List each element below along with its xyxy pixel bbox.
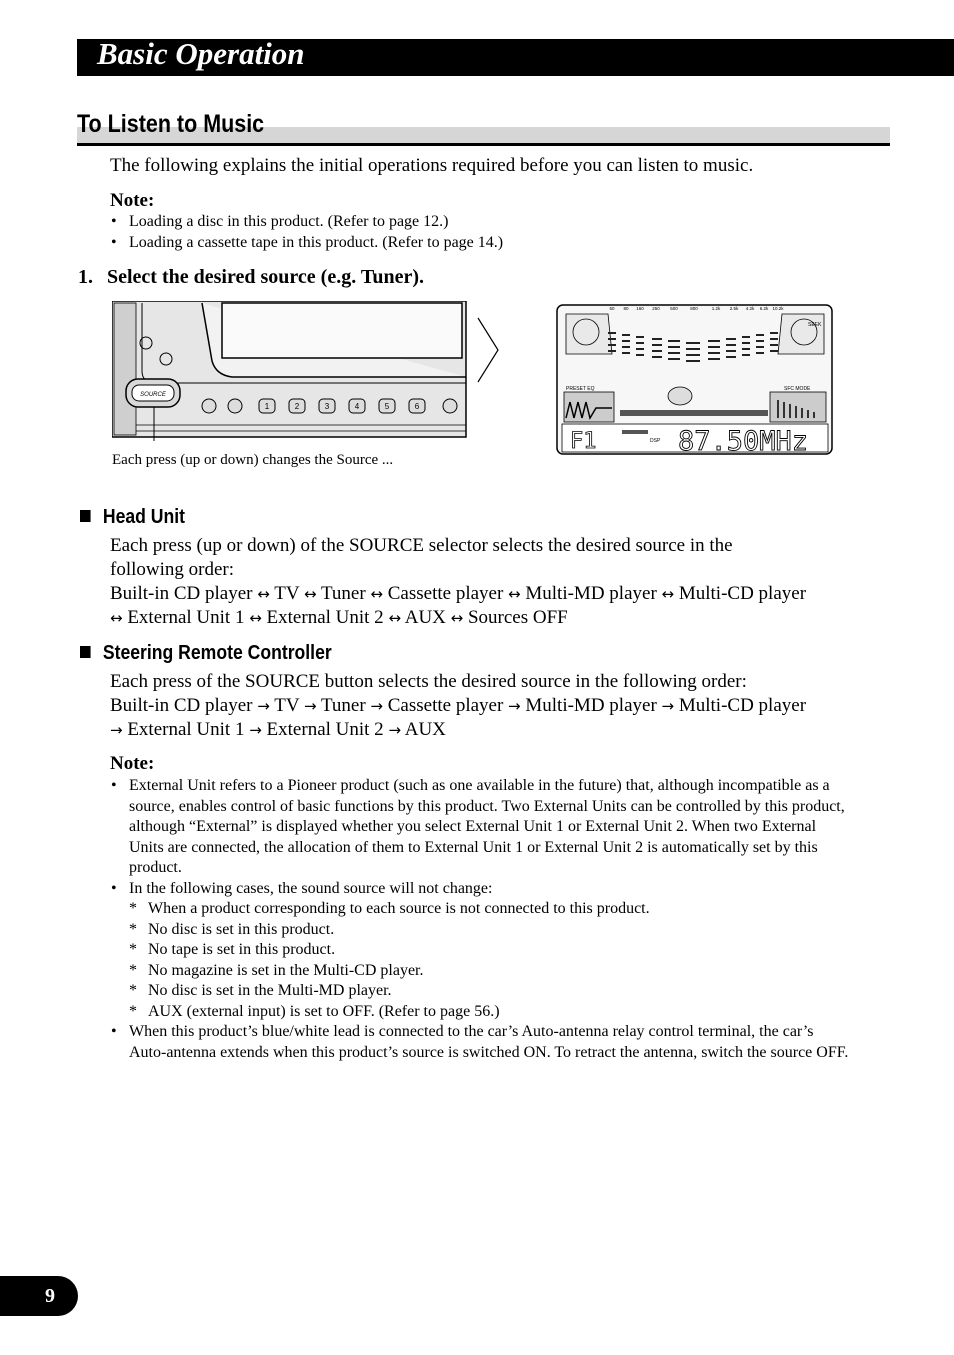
right-arrow-icon: → xyxy=(370,697,383,715)
source-item: Cassette player xyxy=(387,583,504,604)
sfc-mode-label: SFC MODE xyxy=(784,386,811,392)
double-arrow-icon: ↔ xyxy=(450,609,464,627)
head-unit-paragraph xyxy=(110,534,810,630)
source-item: External Unit 1 xyxy=(127,607,245,628)
page-number: 9 xyxy=(0,1276,78,1316)
source-item: External Unit 2 xyxy=(266,607,384,628)
double-arrow-icon: ↔ xyxy=(110,609,123,627)
source-item: Multi-CD player xyxy=(678,583,807,604)
eq-band-label: 50 xyxy=(609,306,615,311)
dsp-label: DSP xyxy=(650,438,661,444)
eq-band-label: 80 xyxy=(623,306,629,311)
eq-band-label: 6.2k xyxy=(759,306,769,311)
double-arrow-icon: ↔ xyxy=(249,609,262,627)
head-unit-description: Each press (up or down) of the SOURCE selector selects the desired source in the following order: xyxy=(110,535,733,580)
case-item: * AUX (external input) is set to OFF. (Refer to page 56.) xyxy=(129,1002,849,1023)
source-button-label: SOURCE xyxy=(140,392,166,398)
figure-caption: Each press (up or down) changes the Source ... xyxy=(112,452,394,468)
step-number: 1. xyxy=(78,266,93,288)
case-item: * No disc is set in the Multi-MD player. xyxy=(129,981,849,1002)
source-item: TV xyxy=(274,695,300,716)
band-display: F1 xyxy=(570,429,597,454)
double-arrow-icon: ↔ xyxy=(508,585,521,603)
double-arrow-icon: ↔ xyxy=(303,585,317,603)
case-item: * No disc is set in this product. xyxy=(129,920,849,941)
double-arrow-icon: ↔ xyxy=(661,585,675,603)
eq-band-label: 500 xyxy=(670,306,678,311)
double-arrow-icon: ↔ xyxy=(388,609,402,627)
eq-band-label: 4.2k xyxy=(745,306,755,311)
source-item: Sources OFF xyxy=(467,607,568,628)
right-arrow-icon: → xyxy=(388,721,402,739)
source-item: Tuner xyxy=(320,695,366,716)
source-item: Tuner xyxy=(320,583,366,604)
note-list xyxy=(109,212,869,253)
preset-label: 6 xyxy=(414,402,420,411)
remote-title: Steering Remote Controller xyxy=(102,642,332,664)
source-item: Multi-CD player xyxy=(678,695,807,716)
note-label: Note: xyxy=(110,190,155,211)
right-arrow-icon: → xyxy=(257,697,270,715)
step-text: Select the desired source (e.g. Tuner). xyxy=(107,266,425,288)
double-arrow-icon: ↔ xyxy=(370,585,383,603)
head-unit-heading xyxy=(80,506,185,529)
note-list xyxy=(109,776,849,1063)
eq-band-label: 2.5k xyxy=(729,306,739,311)
double-arrow-icon: ↔ xyxy=(257,585,270,603)
head-unit-sequence xyxy=(110,582,810,630)
list-item: • When this product’s blue/white lead is connected to the car’s Auto-antenna relay control terminal, the car’s Auto-antenna extends when this product’s source is switched ON. To retract the antenna, switch the source OFF. xyxy=(109,1022,849,1063)
square-bullet-icon xyxy=(80,510,91,522)
list-item-text: • In the following cases, the sound source will not change: xyxy=(129,879,493,897)
right-arrow-icon: → xyxy=(508,697,521,715)
eq-band-label: 160 xyxy=(636,306,644,311)
remote-heading xyxy=(80,642,332,665)
source-item: External Unit 2 xyxy=(266,719,384,740)
case-item: * No tape is set in this product. xyxy=(129,940,849,961)
preset-label: 3 xyxy=(324,402,330,411)
source-item: Multi-MD player xyxy=(525,583,657,604)
right-arrow-icon: → xyxy=(661,697,675,715)
preset-label: 2 xyxy=(294,402,300,411)
cases-list xyxy=(129,899,849,1022)
eq-band-label: 800 xyxy=(690,306,698,311)
source-item: TV xyxy=(274,583,300,604)
source-item: AUX xyxy=(404,607,446,628)
right-arrow-icon: → xyxy=(110,721,123,739)
note-label: Note: xyxy=(110,753,155,774)
source-item: Built-in CD player xyxy=(110,583,253,604)
remote-sequence xyxy=(110,694,810,742)
source-item: AUX xyxy=(404,719,446,740)
source-item: Multi-MD player xyxy=(525,695,657,716)
eq-band-label: 250 xyxy=(652,306,660,311)
case-item: * No magazine is set in the Multi-CD player. xyxy=(129,961,849,982)
preset-eq-label: PRESET EQ xyxy=(566,386,595,392)
intro-paragraph: The following explains the initial operations required before you can listen to music. xyxy=(110,155,754,176)
list-item: • Loading a disc in this product. (Refer to page 12.) xyxy=(109,212,869,233)
preset-label: 1 xyxy=(264,402,270,411)
chapter-title: Basic Operation xyxy=(97,36,305,71)
list-item xyxy=(109,879,849,1023)
right-arrow-icon: → xyxy=(303,697,317,715)
frequency-display: 87.50MHz xyxy=(678,426,809,456)
source-item: Cassette player xyxy=(387,695,504,716)
head-unit-title: Head Unit xyxy=(102,506,186,528)
seek-label: SEEK xyxy=(808,322,822,328)
preset-label: 5 xyxy=(384,402,390,411)
step-1 xyxy=(78,266,424,289)
source-item: Built-in CD player xyxy=(110,695,253,716)
section-title: To Listen to Music xyxy=(77,110,265,138)
right-arrow-icon: → xyxy=(249,721,262,739)
head-unit-illustration xyxy=(112,301,468,441)
case-item: * When a product corresponding to each source is not connected to this product. xyxy=(129,899,849,920)
list-item: • External Unit refers to a Pioneer product (such as one available in the future) that, although incompatible as a source, enables control of basic functions by this product. Two External Units can be controlled by this product, although “External” is displayed whether you select External Unit 1 or External Unit 2. When two External Units are connected, the allocation of them to External Unit 1 or External Unit 2 is automatically set by this product. xyxy=(109,776,849,879)
remote-paragraph xyxy=(110,670,810,742)
preset-label: 4 xyxy=(354,402,360,411)
display-illustration xyxy=(556,304,834,456)
section-rule xyxy=(77,143,890,146)
eq-band-label: 1.2k xyxy=(711,306,721,311)
square-bullet-icon xyxy=(80,646,91,658)
pointer-arrow-icon xyxy=(476,316,502,384)
source-item: External Unit 1 xyxy=(127,719,245,740)
list-item: • Loading a cassette tape in this product. (Refer to page 14.) xyxy=(109,233,869,254)
remote-description: Each press of the SOURCE button selects the desired source in the following order: xyxy=(110,671,747,692)
eq-band-label: 10.2k xyxy=(772,306,784,311)
